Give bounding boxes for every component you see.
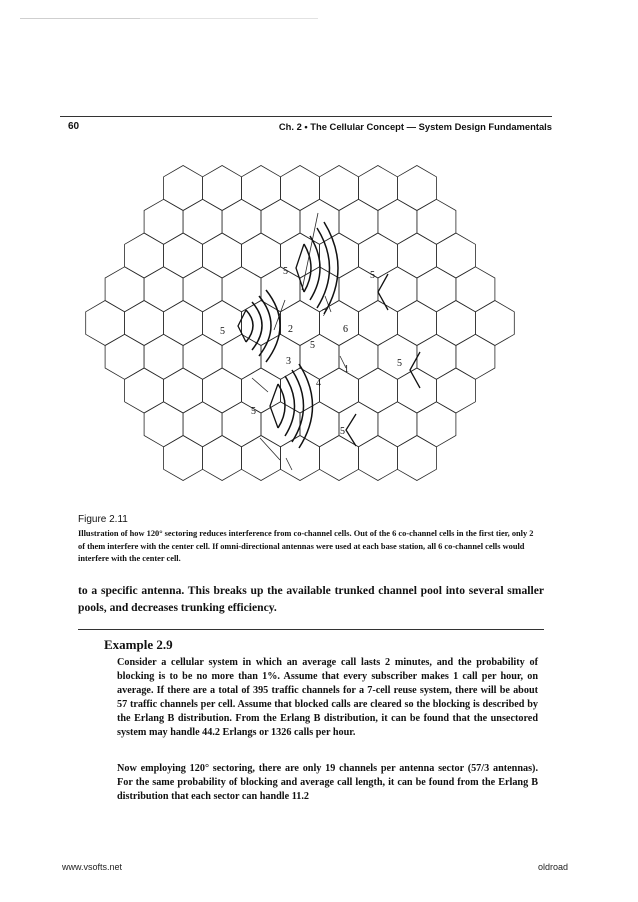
cell-label: 4 bbox=[316, 378, 321, 389]
hex-cell bbox=[164, 436, 203, 481]
hex-cell bbox=[359, 166, 398, 211]
hex-cell bbox=[436, 301, 475, 346]
hex-cell bbox=[281, 368, 320, 413]
running-title: Ch. 2 • The Cellular Concept — System Design Fundamentals bbox=[278, 121, 552, 132]
page-number: 60 bbox=[68, 121, 80, 132]
hex-cell bbox=[281, 166, 320, 211]
hex-cell bbox=[203, 436, 242, 481]
hex-cell bbox=[320, 166, 359, 211]
hex-cell bbox=[222, 334, 261, 379]
cell-label: 3 bbox=[286, 356, 291, 367]
hex-cell bbox=[164, 368, 203, 413]
hex-cell bbox=[203, 301, 242, 346]
cell-label: 1 bbox=[344, 364, 349, 375]
hex-cell bbox=[339, 199, 378, 244]
hex-cell bbox=[397, 166, 436, 211]
hex-cell bbox=[320, 233, 359, 278]
hex-cell bbox=[105, 334, 144, 379]
cell-label: 5 bbox=[370, 270, 375, 281]
hex-cell bbox=[436, 368, 475, 413]
hex-cell bbox=[183, 267, 222, 312]
hex-cell bbox=[144, 402, 183, 447]
hex-cell bbox=[378, 402, 417, 447]
figure-caption: Illustration of how 120° sectoring reduces interference from co-channel cells. Out of the 6 co-channel cells in the first tier, only 2 of them interfere with the center cell. If omni-directional antennas were used at each base station, all 6 co-channel cells would interfere with the center cell. bbox=[78, 529, 534, 563]
hex-cell bbox=[359, 301, 398, 346]
hex-cell bbox=[378, 267, 417, 312]
hex-cell bbox=[183, 402, 222, 447]
cell-label: 5 bbox=[340, 426, 345, 437]
hex-cell bbox=[397, 233, 436, 278]
hex-cell bbox=[397, 368, 436, 413]
example-paragraph-2: Now employing 120° sectoring, there are only 19 channels per antenna sector (57/3 antennas). For the same probability of blocking and average call length, it can be found from the Erlang B distribution that each sector can handle 11.2 bbox=[117, 763, 538, 802]
hex-cell bbox=[436, 233, 475, 278]
hex-cell bbox=[417, 334, 456, 379]
hex-cell bbox=[125, 301, 164, 346]
hex-cell bbox=[417, 267, 456, 312]
hex-cell bbox=[475, 301, 514, 346]
hex-cell bbox=[144, 199, 183, 244]
example-title: Example 2.9 bbox=[104, 637, 173, 652]
hex-cell bbox=[183, 334, 222, 379]
hex-cell bbox=[242, 233, 281, 278]
cell-label: 7 bbox=[322, 308, 327, 319]
hex-cell bbox=[417, 402, 456, 447]
cell-label: 5 bbox=[397, 358, 402, 369]
hex-cell bbox=[417, 199, 456, 244]
hex-cell bbox=[359, 436, 398, 481]
hex-cell bbox=[105, 267, 144, 312]
hex-cell bbox=[183, 199, 222, 244]
cell-label: 5 bbox=[283, 266, 288, 277]
cell-label: 5 bbox=[310, 340, 315, 351]
hex-cell bbox=[261, 267, 300, 312]
cell-label: 5 bbox=[220, 326, 225, 337]
hex-cell bbox=[144, 334, 183, 379]
hex-cell bbox=[397, 301, 436, 346]
hex-cell bbox=[125, 368, 164, 413]
hex-cell bbox=[203, 233, 242, 278]
hex-cell bbox=[359, 233, 398, 278]
hex-cell bbox=[456, 267, 495, 312]
hex-cell bbox=[164, 301, 203, 346]
hex-cell bbox=[203, 368, 242, 413]
hex-cell bbox=[320, 436, 359, 481]
body-paragraph: to a specific antenna. This breaks up the available trunked channel pool into several smaller pools, and decreases trunking efficiency. bbox=[78, 584, 544, 614]
hex-cell bbox=[125, 233, 164, 278]
hex-cell bbox=[378, 199, 417, 244]
hex-cell bbox=[281, 301, 320, 346]
hex-cell bbox=[242, 368, 281, 413]
figure-label: Figure 2.11 bbox=[78, 514, 128, 525]
hex-cell bbox=[300, 402, 339, 447]
hex-grid bbox=[86, 166, 515, 481]
example-rule bbox=[78, 629, 544, 630]
example-paragraph-1: Consider a cellular system in which an average call lasts 2 minutes, and the probability of blocking is to be no more than 1%. Assume that every subscriber makes 1 call per hour, on average. If there are a total of 395 traffic channels for a 7-cell reuse system, there will be about 57 traffic channels per cell. Assume that blocked calls are cleared so the blocking is described by the Erlang B distribution. From the Erlang B distribution, it can be found that the unsectored system may handle 44.2 Erlangs or 1326 calls per hour. bbox=[117, 657, 538, 738]
hex-cell bbox=[320, 368, 359, 413]
cell-label: 6 bbox=[343, 324, 348, 335]
cell-label: 5 bbox=[251, 406, 256, 417]
hex-cell bbox=[242, 301, 281, 346]
hex-cell bbox=[222, 199, 261, 244]
hex-cell bbox=[242, 166, 281, 211]
interference-waves bbox=[246, 222, 338, 448]
hex-cell bbox=[359, 368, 398, 413]
hex-cell bbox=[203, 166, 242, 211]
hex-cell bbox=[164, 233, 203, 278]
hex-cell bbox=[261, 199, 300, 244]
cell-label: 2 bbox=[288, 324, 293, 335]
hex-cell bbox=[164, 166, 203, 211]
hex-cell bbox=[300, 334, 339, 379]
hex-cell bbox=[397, 436, 436, 481]
hex-cell bbox=[144, 267, 183, 312]
hex-cell bbox=[339, 402, 378, 447]
hex-cell bbox=[456, 334, 495, 379]
hex-cell bbox=[300, 199, 339, 244]
hex-cell bbox=[86, 301, 125, 346]
footer-left: www.vsofts.net bbox=[62, 862, 123, 872]
footer-right: oldroad bbox=[537, 862, 568, 872]
hex-cell bbox=[242, 436, 281, 481]
